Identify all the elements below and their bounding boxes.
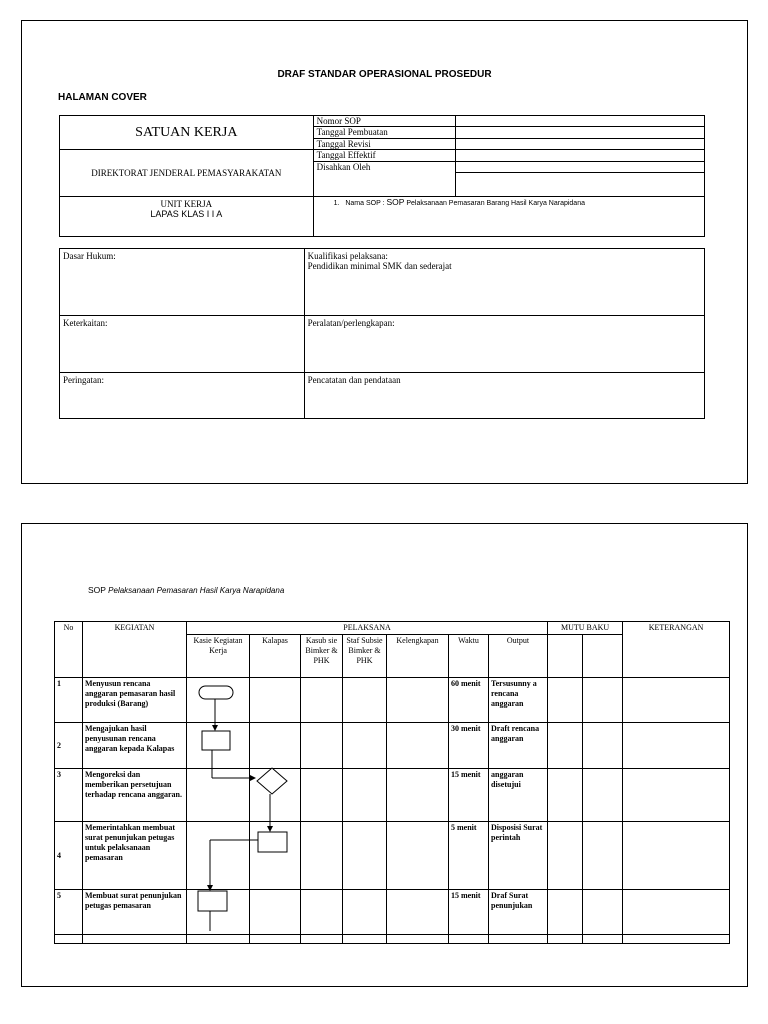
- header-kalapas: Kalapas: [250, 635, 301, 678]
- row-no: 2: [55, 723, 83, 769]
- empty-cell: [548, 635, 583, 678]
- procedure-table: [54, 621, 730, 944]
- table-row: [55, 822, 730, 890]
- procedure-heading-prefix: SOP: [88, 585, 106, 595]
- row-waktu: 15 menit: [449, 890, 489, 935]
- unit-kerja-label: UNIT KERJA: [160, 199, 213, 209]
- header-kelengkapan: Kelengkapan: [387, 635, 449, 678]
- field-tanggal-revisi-label: Tanggal Revisi: [316, 139, 371, 149]
- row-waktu: 60 menit: [449, 678, 489, 723]
- row-output: Draft rencana anggaran: [489, 723, 548, 769]
- field-tanggal-pembuatan-label: Tanggal Pembuatan: [314, 127, 456, 139]
- row-output: Tersusunny a rencana anggaran: [489, 678, 548, 723]
- procedure-heading-title: Pelaksanaan Pemasaran Hasil Karya Narapidana: [108, 586, 285, 595]
- field-value: [456, 150, 705, 197]
- table-row: [55, 678, 730, 723]
- row-kegiatan: Memerintahkan membuat surat penunjukan petugas untuk pelaksanaan pemasaran: [83, 822, 187, 890]
- row-output: anggaran disetujui: [489, 769, 548, 822]
- keterkaitan-label: Keterkaitan:: [63, 318, 108, 328]
- header-kegiatan: KEGIATAN: [83, 622, 187, 678]
- header-waktu: Waktu: [449, 635, 489, 678]
- header-mutu-baku: MUTU BAKU: [548, 622, 623, 635]
- requirements-table: [59, 248, 705, 419]
- table-row: [55, 723, 730, 769]
- nama-sop-label: Nama SOP :: [345, 200, 385, 207]
- header-kasubsie: Kasub sie Bimker & PHK: [301, 635, 343, 678]
- field-tanggal-pembuatan: [313, 127, 456, 150]
- keterkaitan-cell: [60, 316, 305, 373]
- kualifikasi-value: Pendidikan minimal SMK dan sederajat: [307, 261, 452, 271]
- row-kegiatan: Mengajukan hasil penyusunan rencana anggaran kepada Kalapas: [83, 723, 187, 769]
- header-kasie: Kasie Kegiatan Kerja: [187, 635, 250, 678]
- row-kegiatan: Mengoreksi dan memberikan persetujuan terhadap rencana anggaran.: [83, 769, 187, 822]
- row-output: Disposisi Surat perintah: [489, 822, 548, 890]
- nama-sop-number: 1.: [333, 200, 340, 207]
- direktorat-label: DIREKTORAT JENDERAL PEMASYARAKATAN: [91, 168, 282, 178]
- satuan-kerja-label: SATUAN KERJA: [135, 124, 238, 140]
- cover-info-table: [59, 115, 705, 237]
- row-no: 3: [55, 769, 83, 822]
- header-keterangan: KETERANGAN: [623, 622, 730, 678]
- header-staf: Staf Subsie Bimker & PHK: [343, 635, 387, 678]
- procedure-heading: [88, 585, 284, 595]
- field-tanggal-effektif-label: Tanggal Effektif: [314, 150, 456, 162]
- header-pelaksana: PELAKSANA: [187, 622, 548, 635]
- row-waktu: 15 menit: [449, 769, 489, 822]
- peralatan-label: Peralatan/perlengkapan:: [307, 318, 395, 328]
- table-row: [55, 769, 730, 822]
- nama-sop-prefix: SOP: [386, 197, 405, 207]
- nama-sop-cell: [313, 197, 704, 237]
- section-label: HALAMAN COVER: [58, 92, 147, 103]
- header-output: Output: [489, 635, 548, 678]
- document-title: DRAF STANDAR OPERASIONAL PROSEDUR: [277, 69, 492, 80]
- row-output: Draf Surat penunjukan: [489, 890, 548, 935]
- procedure-page: [21, 523, 748, 987]
- table-row: [55, 890, 730, 935]
- kualifikasi-label: Kualifikasi pelaksana:: [307, 251, 388, 261]
- dasar-hukum-cell: [60, 249, 305, 316]
- direktorat-cell: [60, 150, 314, 197]
- peringatan-label: Peringatan:: [63, 375, 104, 385]
- peralatan-cell: [304, 316, 704, 373]
- peringatan-cell: [60, 373, 305, 419]
- field-tanggal-effektif: [313, 150, 456, 197]
- pencatatan-cell: [304, 373, 704, 419]
- row-no: 1: [55, 678, 83, 723]
- unit-kerja-cell: [60, 197, 314, 237]
- field-nomor-sop: Nomor SOP: [313, 116, 456, 127]
- nama-sop-value: Pelaksanaan Pemasaran Barang Hasil Karya Narapidana: [406, 200, 585, 207]
- row-no: 4: [55, 822, 83, 890]
- unit-name: LAPAS KLAS I I A: [150, 209, 223, 219]
- dasar-hukum-label: Dasar Hukum:: [63, 251, 116, 261]
- field-value: [456, 127, 705, 150]
- field-value: [456, 116, 705, 127]
- row-kegiatan: Membuat surat penunjukan petugas pemasaran: [83, 890, 187, 935]
- kualifikasi-cell: [304, 249, 704, 316]
- cover-page: [21, 20, 748, 484]
- empty-cell: [583, 635, 623, 678]
- header-no: No: [55, 622, 83, 678]
- row-kegiatan: Menyusun rencana anggaran pemasaran hasil produksi (Barang): [83, 678, 187, 723]
- row-waktu: 5 menit: [449, 822, 489, 890]
- satuan-kerja-cell: [60, 116, 314, 150]
- row-no: 5: [55, 890, 83, 935]
- field-disahkan-oleh-label: Disahkan Oleh: [316, 162, 371, 172]
- table-row: [55, 935, 730, 944]
- pencatatan-label: Pencatatan dan pendataan: [307, 375, 401, 385]
- row-waktu: 30 menit: [449, 723, 489, 769]
